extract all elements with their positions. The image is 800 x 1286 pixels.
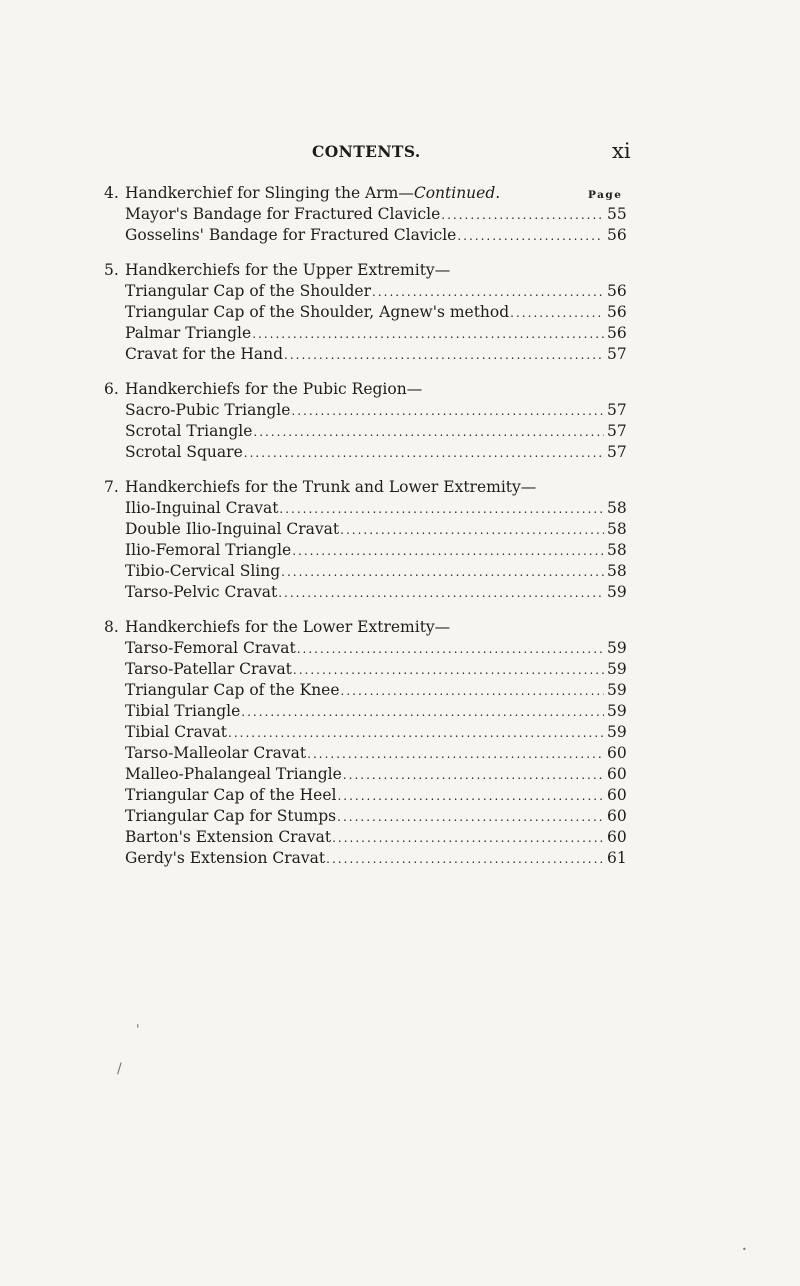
toc-entry-line <box>125 302 625 324</box>
toc-entry-line <box>125 764 625 786</box>
toc-entry-line <box>125 785 625 807</box>
toc-entry-line <box>125 498 625 520</box>
toc-entry-line <box>125 344 625 366</box>
toc-entry <box>0 498 800 519</box>
entry-title: Tibial Triangle <box>125 702 241 720</box>
section-title-text: Handkerchiefs for the Trunk and Lower Extremity— <box>125 478 537 496</box>
entry-title: Mayor's Bandage for Fractured Clavicle <box>125 205 441 223</box>
toc-entry-line <box>125 582 625 604</box>
section-number: 4. <box>104 184 119 202</box>
entry-title: Ilio-Inguinal Cravat <box>125 499 279 517</box>
entry-title: Tarso-Patellar Cravat <box>125 660 292 678</box>
entry-title: Tibio-Cervical Sling <box>125 562 281 580</box>
dot-leader <box>252 324 604 345</box>
entry-page-number: 60 <box>607 807 627 825</box>
dot-leader <box>291 401 604 422</box>
entry-title: Tarso-Pelvic Cravat <box>125 583 278 601</box>
toc-entry <box>0 764 800 785</box>
toc-entry <box>0 722 800 743</box>
toc-entry <box>0 344 800 365</box>
dot-leader <box>307 744 604 765</box>
entry-title: Palmar Triangle <box>125 324 252 342</box>
dot-leader <box>441 205 604 226</box>
toc-section <box>0 260 800 365</box>
stray-mark: ' <box>136 1023 140 1038</box>
dot-leader <box>340 520 604 541</box>
entry-page-number: 57 <box>607 422 627 440</box>
toc-entry-line <box>125 400 625 422</box>
entry-page-number: 56 <box>607 303 627 321</box>
entry-page-number: 59 <box>607 660 627 678</box>
toc-entry-line <box>125 848 625 870</box>
entry-page-number: 58 <box>607 562 627 580</box>
section-title-text: Handkerchiefs for the Lower Extremity— <box>125 618 451 636</box>
entry-page-number: 58 <box>607 541 627 559</box>
toc-entry <box>0 519 800 540</box>
entry-title: Triangular Cap of the Heel <box>125 786 337 804</box>
entry-title: Barton's Extension Cravat <box>125 828 332 846</box>
toc-section <box>0 183 800 246</box>
toc-entry <box>0 701 800 722</box>
toc-entry-line <box>125 701 625 723</box>
toc-entry <box>0 421 800 442</box>
dot-leader <box>278 583 604 604</box>
section-title-text: Handkerchief for Slinging the Arm— <box>125 184 414 202</box>
entry-title: Tibial Cravat <box>125 723 228 741</box>
toc-section <box>0 617 800 869</box>
entry-title: Sacro-Pubic Triangle <box>125 401 291 419</box>
page-number: xi <box>612 139 631 163</box>
toc-entry-line <box>125 540 625 562</box>
section-heading <box>0 617 800 638</box>
toc-entry <box>0 540 800 561</box>
toc-entry <box>0 638 800 659</box>
toc-entry <box>0 442 800 463</box>
toc-entry-line <box>125 743 625 765</box>
dot-leader <box>253 422 604 443</box>
dot-leader <box>293 660 604 681</box>
toc-entry <box>0 848 800 869</box>
section-number: 5. <box>104 261 119 279</box>
section-heading <box>0 379 800 400</box>
toc-section <box>0 477 800 603</box>
toc-entry <box>0 806 800 827</box>
dot-leader <box>326 849 604 870</box>
section-number: 8. <box>104 618 119 636</box>
toc-entry-line <box>125 519 625 541</box>
entry-page-number: 56 <box>607 226 627 244</box>
section-title <box>125 477 536 498</box>
dot-leader <box>510 303 604 324</box>
entry-page-number: 57 <box>607 345 627 363</box>
entry-title: Scrotal Square <box>125 443 243 461</box>
toc-entry-line <box>125 659 625 681</box>
dot-leader <box>284 345 604 366</box>
dot-leader <box>241 702 604 723</box>
toc-entry <box>0 400 800 421</box>
toc-entry-line <box>125 225 625 247</box>
toc-entry-line <box>125 806 625 828</box>
entry-page-number: 59 <box>607 681 627 699</box>
toc-entry-line <box>125 204 625 226</box>
section-number: 6. <box>104 380 119 398</box>
entry-page-number: 60 <box>607 765 627 783</box>
entry-title: Tarso-Malleolar Cravat <box>125 744 307 762</box>
table-of-contents <box>0 183 800 883</box>
entry-page-number: 59 <box>607 702 627 720</box>
toc-section <box>0 379 800 463</box>
toc-entry <box>0 204 800 225</box>
entry-title: Double Ilio-Inguinal Cravat <box>125 520 340 538</box>
dot-leader <box>337 807 604 828</box>
stray-mark: • <box>742 1245 747 1254</box>
dot-leader <box>337 786 604 807</box>
toc-entry <box>0 302 800 323</box>
entry-page-number: 58 <box>607 499 627 517</box>
entry-page-number: 55 <box>607 205 627 223</box>
entry-page-number: 57 <box>607 401 627 419</box>
toc-entry <box>0 743 800 764</box>
toc-entry <box>0 785 800 806</box>
dot-leader <box>244 443 604 464</box>
entry-title: Scrotal Triangle <box>125 422 253 440</box>
entry-page-number: 61 <box>607 849 627 867</box>
toc-entry-line <box>125 421 625 443</box>
section-heading <box>0 260 800 281</box>
entry-title: Gosselins' Bandage for Fractured Clavicle <box>125 226 457 244</box>
entry-page-number: 59 <box>607 583 627 601</box>
section-title-text: Handkerchiefs for the Upper Extremity— <box>125 261 451 279</box>
dot-leader <box>372 282 604 303</box>
section-title-text: Handkerchiefs for the Pubic Region— <box>125 380 423 398</box>
section-title <box>125 260 450 281</box>
dot-leader <box>341 681 604 702</box>
entry-title: Ilio-Femoral Triangle <box>125 541 292 559</box>
entry-title: Triangular Cap of the Knee <box>125 681 340 699</box>
entry-page-number: 59 <box>607 723 627 741</box>
section-number: 7. <box>104 478 119 496</box>
toc-entry <box>0 680 800 701</box>
entry-page-number: 60 <box>607 744 627 762</box>
section-title <box>125 183 500 204</box>
entry-title: Triangular Cap of the Shoulder <box>125 282 372 300</box>
entry-page-number: 56 <box>607 324 627 342</box>
section-title-italic: Continued. <box>413 184 501 202</box>
section-title <box>125 617 450 638</box>
dot-leader <box>292 541 604 562</box>
section-heading <box>0 183 800 204</box>
toc-entry <box>0 827 800 848</box>
toc-entry-line <box>125 638 625 660</box>
running-head <box>0 139 800 166</box>
section-title <box>125 379 422 400</box>
entry-title: Tarso-Femoral Cravat <box>125 639 296 657</box>
stray-mark: / <box>117 1061 122 1077</box>
toc-entry <box>0 659 800 680</box>
toc-entry-line <box>125 442 625 464</box>
toc-entry <box>0 323 800 344</box>
toc-entry <box>0 225 800 246</box>
entry-title: Gerdy's Extension Cravat <box>125 849 326 867</box>
entry-page-number: 56 <box>607 282 627 300</box>
toc-entry <box>0 582 800 603</box>
dot-leader <box>228 723 604 744</box>
section-heading <box>0 477 800 498</box>
entry-page-number: 59 <box>607 639 627 657</box>
toc-entry <box>0 561 800 582</box>
dot-leader <box>332 828 604 849</box>
running-title: CONTENTS. <box>312 142 421 161</box>
dot-leader <box>279 499 604 520</box>
entry-title: Cravat for the Hand <box>125 345 284 363</box>
toc-entry-line <box>125 680 625 702</box>
toc-entry-line <box>125 722 625 744</box>
dot-leader <box>281 562 604 583</box>
page-column-label: Page <box>588 189 623 201</box>
dot-leader <box>457 226 604 247</box>
toc-entry-line <box>125 323 625 345</box>
entry-title: Malleo-Phalangeal Triangle <box>125 765 342 783</box>
entry-title: Triangular Cap for Stumps <box>125 807 337 825</box>
toc-entry <box>0 281 800 302</box>
entry-page-number: 57 <box>607 443 627 461</box>
toc-entry-line <box>125 281 625 303</box>
toc-entry-line <box>125 827 625 849</box>
entry-title: Triangular Cap of the Shoulder, Agnew's method <box>125 303 510 321</box>
entry-page-number: 58 <box>607 520 627 538</box>
toc-entry-line <box>125 561 625 583</box>
entry-page-number: 60 <box>607 786 627 804</box>
entry-page-number: 60 <box>607 828 627 846</box>
dot-leader <box>297 639 604 660</box>
dot-leader <box>343 765 604 786</box>
